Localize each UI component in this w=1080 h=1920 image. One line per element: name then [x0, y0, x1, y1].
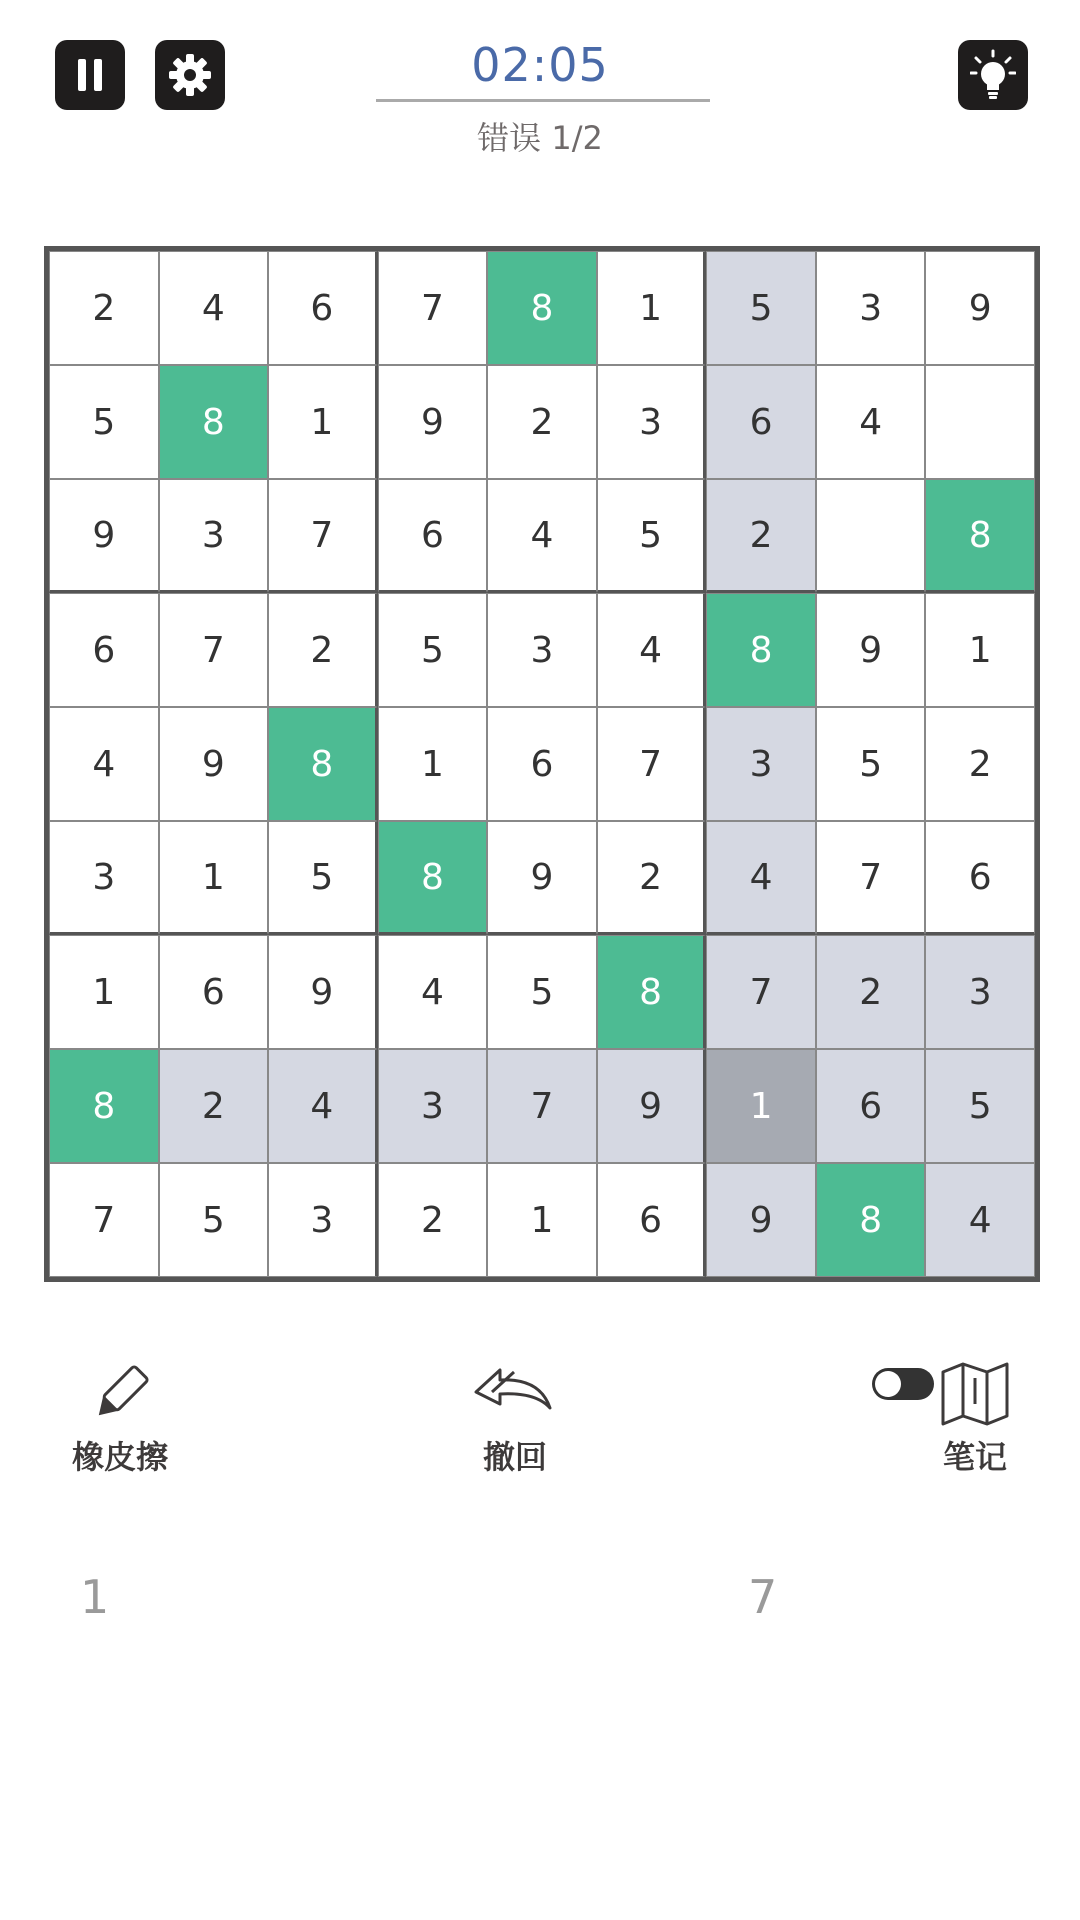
board-cell[interactable]: 6: [706, 365, 816, 479]
sudoku-board: [44, 246, 1040, 1282]
board-cell[interactable]: 9: [706, 1163, 816, 1277]
board-cell[interactable]: 5: [597, 479, 707, 593]
board-cell[interactable]: 4: [159, 251, 269, 365]
board-cell[interactable]: 3: [487, 593, 597, 707]
board-cell[interactable]: 7: [268, 479, 378, 593]
board-cell[interactable]: 5: [706, 251, 816, 365]
board-cell[interactable]: 2: [816, 935, 926, 1049]
board-cell[interactable]: 4: [49, 707, 159, 821]
map-book-icon: [937, 1358, 1013, 1428]
board-cell[interactable]: 3: [378, 1049, 488, 1163]
board-cell[interactable]: 6: [487, 707, 597, 821]
board-cell[interactable]: 6: [925, 821, 1035, 935]
board-cell[interactable]: 5: [159, 1163, 269, 1277]
board-cell[interactable]: [925, 365, 1035, 479]
board-cell[interactable]: 1: [925, 593, 1035, 707]
board-cell[interactable]: 3: [706, 707, 816, 821]
board-cell[interactable]: 8: [159, 365, 269, 479]
board-cell[interactable]: 5: [487, 935, 597, 1049]
board-cell[interactable]: 3: [49, 821, 159, 935]
mistakes-counter: 错误 1/2: [477, 119, 603, 157]
eraser-tool[interactable]: [55, 1358, 185, 1478]
toggle-knob: [875, 1371, 901, 1397]
notes-tool[interactable]: [930, 1358, 1020, 1478]
notes-label: 笔记: [942, 1438, 1007, 1476]
board-cell[interactable]: 1: [49, 935, 159, 1049]
board-cell[interactable]: 9: [159, 707, 269, 821]
board-cell[interactable]: 5: [378, 593, 488, 707]
board-cell[interactable]: 3: [925, 935, 1035, 1049]
board-cell[interactable]: 6: [268, 251, 378, 365]
board-cell[interactable]: 7: [816, 821, 926, 935]
pause-icon: [72, 55, 108, 95]
board-cell[interactable]: 7: [378, 251, 488, 365]
board-cell[interactable]: 5: [925, 1049, 1035, 1163]
board-cell[interactable]: 2: [487, 365, 597, 479]
lightbulb-icon: [970, 49, 1016, 101]
number-pad-1[interactable]: 1: [80, 1570, 110, 1624]
board-cell[interactable]: 3: [268, 1163, 378, 1277]
board-cell[interactable]: 1: [706, 1049, 816, 1163]
board-cell[interactable]: 1: [159, 821, 269, 935]
board-cell[interactable]: 4: [268, 1049, 378, 1163]
board-cell[interactable]: 7: [706, 935, 816, 1049]
board-cell[interactable]: 9: [816, 593, 926, 707]
undo-label: 撤回: [482, 1438, 547, 1476]
board-cell[interactable]: 4: [378, 935, 488, 1049]
board-cell[interactable]: 9: [49, 479, 159, 593]
board-cell[interactable]: 2: [268, 593, 378, 707]
board-cell[interactable]: 8: [597, 935, 707, 1049]
board-cell[interactable]: 8: [706, 593, 816, 707]
board-cell[interactable]: 9: [487, 821, 597, 935]
board-cell[interactable]: 9: [268, 935, 378, 1049]
board-cell[interactable]: 6: [816, 1049, 926, 1163]
board-cell[interactable]: 4: [597, 593, 707, 707]
hint-button[interactable]: [958, 40, 1028, 110]
board-cell[interactable]: 6: [597, 1163, 707, 1277]
game-timer: 02:05: [471, 38, 609, 92]
board-cell[interactable]: 5: [268, 821, 378, 935]
number-pad-7[interactable]: 7: [748, 1570, 778, 1624]
board-cell[interactable]: 1: [378, 707, 488, 821]
timer-underline: [376, 99, 710, 102]
pause-button[interactable]: [55, 40, 125, 110]
board-cell[interactable]: 7: [49, 1163, 159, 1277]
undo-tool[interactable]: [460, 1358, 570, 1478]
undo-arrow-icon: [470, 1358, 560, 1428]
board-cell[interactable]: 2: [597, 821, 707, 935]
board-cell[interactable]: 1: [597, 251, 707, 365]
board-cell[interactable]: 5: [816, 707, 926, 821]
board-cell[interactable]: 7: [597, 707, 707, 821]
board-cell[interactable]: 4: [706, 821, 816, 935]
board-cell[interactable]: 4: [925, 1163, 1035, 1277]
board-cell[interactable]: 6: [378, 479, 488, 593]
board-cell[interactable]: 2: [378, 1163, 488, 1277]
board-cell[interactable]: 8: [268, 707, 378, 821]
board-cell[interactable]: 3: [597, 365, 707, 479]
board-cell[interactable]: 7: [487, 1049, 597, 1163]
board-cell[interactable]: 9: [378, 365, 488, 479]
board-cell[interactable]: 2: [49, 251, 159, 365]
board-cell[interactable]: 8: [378, 821, 488, 935]
eraser-label: 橡皮擦: [71, 1438, 168, 1476]
gear-icon: [167, 52, 213, 98]
board-cell[interactable]: 9: [925, 251, 1035, 365]
board-cell[interactable]: 5: [49, 365, 159, 479]
board-cell[interactable]: 3: [159, 479, 269, 593]
board-cell[interactable]: 7: [159, 593, 269, 707]
board-cell[interactable]: 9: [597, 1049, 707, 1163]
board-cell[interactable]: 1: [487, 1163, 597, 1277]
pencil-icon: [80, 1358, 160, 1428]
board-cell[interactable]: 2: [706, 479, 816, 593]
board-cell[interactable]: 6: [49, 593, 159, 707]
board-cell[interactable]: 4: [487, 479, 597, 593]
notes-toggle[interactable]: [872, 1368, 934, 1400]
board-cell[interactable]: 8: [816, 1163, 926, 1277]
board-cell[interactable]: 6: [159, 935, 269, 1049]
board-cell[interactable]: [816, 479, 926, 593]
board-cell[interactable]: 2: [159, 1049, 269, 1163]
settings-button[interactable]: [155, 40, 225, 110]
board-cell[interactable]: 8: [49, 1049, 159, 1163]
board-cell[interactable]: 8: [487, 251, 597, 365]
board-cell[interactable]: 4: [816, 365, 926, 479]
board-cell[interactable]: 1: [268, 365, 378, 479]
board-cell[interactable]: 2: [925, 707, 1035, 821]
board-cell[interactable]: 3: [816, 251, 926, 365]
board-cell[interactable]: 8: [925, 479, 1035, 593]
